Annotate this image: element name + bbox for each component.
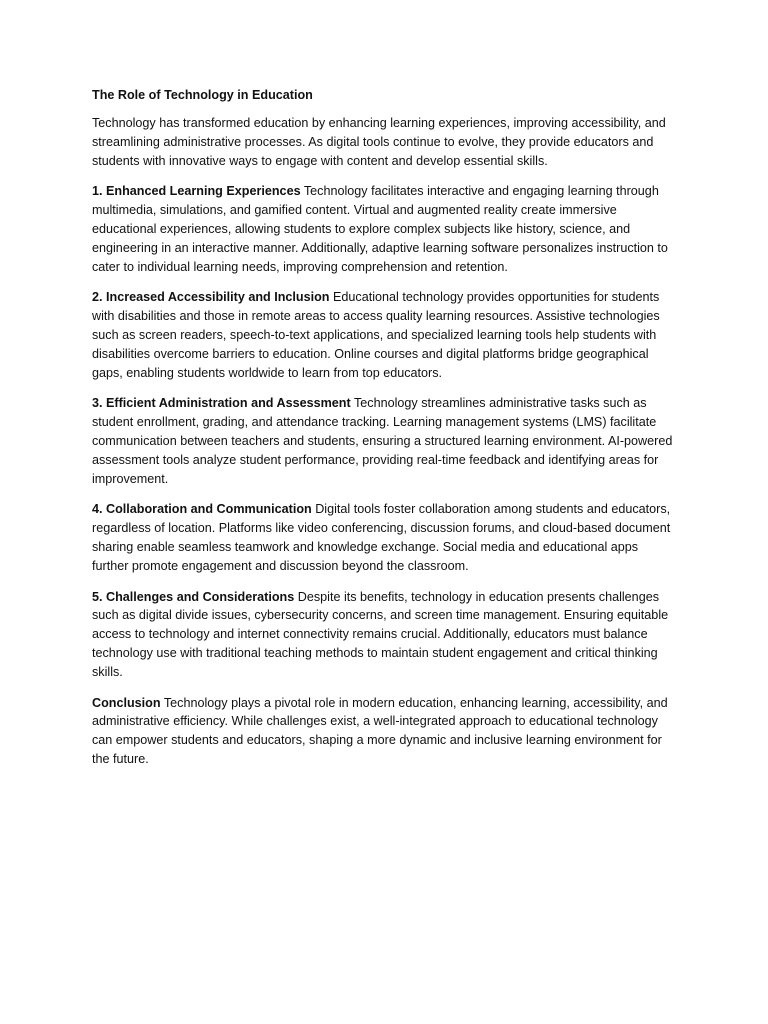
section-conclusion (92, 694, 676, 769)
section-administration (92, 394, 676, 488)
section-heading: 2. Increased Accessibility and Inclusion (92, 290, 330, 305)
intro-paragraph: Technology has transformed education by enhancing learning experiences, improving accessibility, and streamlining administrative processes. As digital tools continue to evolve, they provide educators and students with innovative ways to engage with content and develop essential skills. (92, 116, 666, 168)
section-body: Technology streamlines administrative tasks such as student enrollment, grading, and attendance tracking. Learning management systems (LMS) facilitate communication between teachers and students, ensuring a structured learning environment. AI-powered assessment tools analyze student performance, providing real-time feedback and identifying areas for improvement. (92, 396, 673, 486)
section-challenges (92, 588, 676, 682)
section-body: Despite its benefits, technology in education presents challenges such as digital divide issues, cybersecurity concerns, and screen time management. Ensuring equitable access to technology and internet connectivity remains crucial. Additionally, educators must balance technology use with traditional teaching methods to maintain student engagement and critical thinking skills. (92, 589, 669, 679)
section-heading: 4. Collaboration and Communication (92, 502, 312, 517)
section-body: Educational technology provides opportunities for students with disabilities and those in remote areas to access quality learning resources. Assistive technologies such as screen readers, speech-to-text applications, and specialized learning tools help students with disabilities overcome barriers to education. Online courses and digital platforms bridge geographical gaps, enabling students worldwide to learn from top educators. (92, 290, 660, 380)
document-title: The Role of Technology in Education (92, 88, 313, 102)
section-accessibility (92, 288, 676, 382)
section-collaboration (92, 500, 676, 575)
section-heading: Conclusion (92, 695, 161, 710)
section-enhanced-learning (92, 182, 676, 276)
section-heading: 3. Efficient Administration and Assessment (92, 396, 351, 411)
section-body: Digital tools foster collaboration among students and educators, regardless of location. Platforms like video conferencing, discussion forums, and cloud-based document sharing enable seamless teamwork and knowledge exchange. Social media and educational apps further promote engagement and discussion beyond the classroom. (92, 502, 671, 573)
section-body: Technology plays a pivotal role in modern education, enhancing learning, accessibility, and administrative efficiency. While challenges exist, a well-integrated approach to educational technology can empower students and educators, shaping a more dynamic and inclusive learning environment for the future. (92, 695, 668, 766)
section-heading: 1. Enhanced Learning Experiences (92, 184, 301, 199)
section-heading: 5. Challenges and Considerations (92, 589, 295, 604)
section-body: Technology facilitates interactive and engaging learning through multimedia, simulations, and gamified content. Virtual and augmented reality create immersive educational experiences, allowing students to explore complex subjects like history, science, and engineering in an interactive manner. Additionally, adaptive learning software personalizes instruction to cater to individual learning needs, improving comprehension and retention. (92, 184, 668, 274)
